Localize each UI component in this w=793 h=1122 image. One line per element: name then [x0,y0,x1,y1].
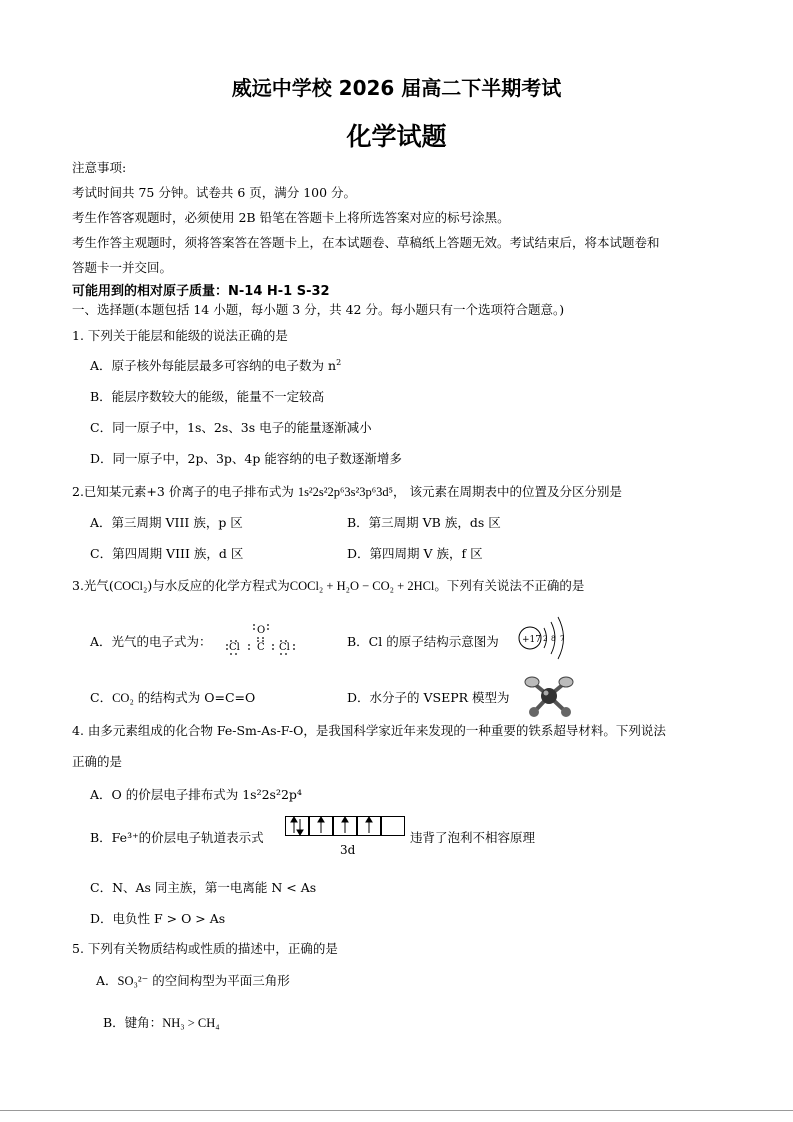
question-4-stem: 4. 由多元素组成的化合物 Fe-Sm-As-F-O，是我国科学家近年来发现的一种重要的铁系超导材料。下列说法 [72,723,666,738]
exam-title: 威远中学校 2026 届高二下半期考试 [231,76,562,100]
exam-subject: 化学试题 [346,122,447,151]
chlorine-atom-structure-diagram [516,614,574,666]
note-item: 考生作答主观题时，须将答案答在答题卡上，在本试题卷、草稿纸上答题无效。考试结束后，将本试题卷和 [72,235,660,250]
q3-option-b: B．Cl 的原子结构示意图为 [347,634,499,649]
phosgene-lewis-structure [226,622,296,660]
note-item: 考生作答客观题时，必须使用 2B 铅笔在答题卡上将所选答案对应的标号涂黑。 [72,210,510,225]
svg-text:Cl: Cl [279,642,290,653]
svg-text:Cl: Cl [229,642,240,653]
q1-option-d: D．同一原子中，2p、3p、4p 能容纳的电子数逐渐增多 [90,451,402,466]
question-2-stem: 2.已知某元素+3 价离子的电子排布式为 1s²2s²2p⁶3s²3p⁶3d⁵， 该元素在周期表中的位置及分区分别是 [72,484,622,499]
note-item: 考试时间共 75 分钟。试卷共 6 页，满分 100 分。 [72,185,357,200]
q1-option-c: C．同一原子中，1s、2s、3s 电子的能量逐渐减小 [90,420,372,435]
atomic-mass-line: 可能用到的相对原子质量：N-14 H-1 S-32 [72,284,330,299]
notes-heading: 注意事项: [72,160,127,175]
svg-text:8: 8 [551,635,556,643]
water-vsepr-model-image [522,674,578,722]
q3-option-d: D．水分子的 VSEPR 模型为 [347,690,510,705]
q5-option-b: B．键角：NH₃ > CH₄ [103,1015,220,1030]
q2-option-c: C．第四周期 VIII 族，d 区 [90,546,244,561]
q1-option-b: B．能层序数较大的能级，能量不一定较高 [90,389,325,404]
q4-option-d: D．电负性 F > O > As [90,911,226,926]
q2-option-a: A．第三周期 VIII 族，p 区 [90,515,243,530]
note-item: 答题卡一并交回。 [72,260,173,275]
q4-option-b-text: B．Fe³⁺的价层电子轨道表示式 [90,830,264,845]
question-5-stem: 5. 下列有关物质结构或性质的描述中，正确的是 [72,941,338,956]
q4-option-b-tail: 违背了泡利不相容原理 [410,830,536,845]
section-heading: 一、选择题(本题包括 14 小题，每小题 3 分，共 42 分。每小题只有一个选项符合题意。) [72,302,565,317]
q5-option-a: A．SO₃²⁻ 的空间构型为平面三角形 [96,973,290,988]
svg-text:2: 2 [543,635,548,643]
q4-option-c: C．N、As 同主族，第一电离能 N < As [90,880,317,895]
svg-text:O: O [257,625,266,636]
q1-option-a: A．原子核外每能层最多可容纳的电子数为 $n^2$ [90,357,342,373]
q2-option-b: B．第三周期 VB 族，ds 区 [347,515,501,530]
svg-text:C: C [257,642,265,653]
question-1-stem: 1. 下列关于能层和能级的说法正确的是 [72,328,288,343]
q2-option-d: D．第四周期 V 族，f 区 [347,546,483,561]
q3-option-a: A．光气的电子式为： [90,634,212,649]
question-3-stem: 3.光气(COCl₂)与水反应的化学方程式为COCl₂ + H₂O − CO₂ + 2HCl。下列有关说法不正确的是 [72,578,585,593]
orbital-label: 3d [340,843,356,857]
svg-text:7: 7 [560,635,565,643]
question-4-stem-cont: 正确的是 [72,754,123,769]
q4-option-a: A．O 的价层电子排布式为 1s²2s²2p⁴ [90,787,302,802]
page-bottom-rule [0,1110,793,1111]
svg-text:+17: +17 [522,635,541,645]
q3-option-c: C．CO₂ 的结构式为 O=C=O [90,690,256,705]
